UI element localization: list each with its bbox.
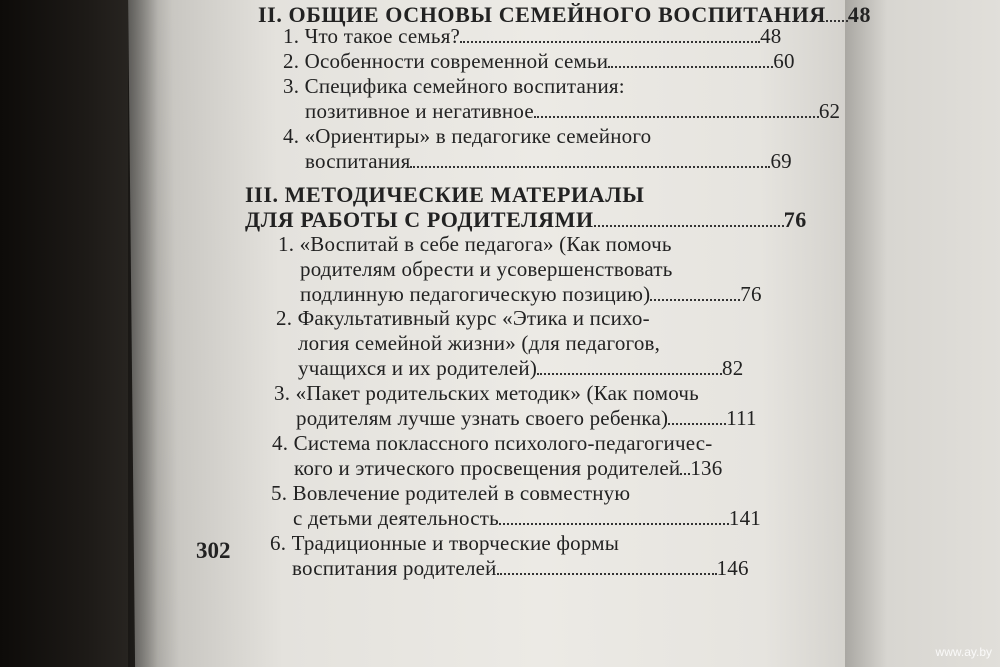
toc-item-3-4: 4. Система поклассного психолого-педагогичес- <box>272 431 713 455</box>
toc-item-3-1: 1. «Воспитай в себе педагога» (Как помочь <box>278 232 672 256</box>
toc-page: 48 <box>847 2 872 27</box>
toc-item-3-5: 5. Вовлечение родителей в совместную <box>271 481 631 505</box>
toc-item-3-5-cont: с детьми деятельность 141 <box>293 506 761 530</box>
toc-item-2-3-cont: позитивное и негативное 62 <box>305 99 841 123</box>
watermark: www.ay.by <box>935 645 992 659</box>
toc-item-3-2: 2. Факультативный курс «Этика и психо- <box>276 306 650 330</box>
toc-item-2-4: 4. «Ориентиры» в педагогике семейного <box>283 124 652 148</box>
toc-item-3-3-cont: родителям лучше узнать своего ребенка) 111 <box>296 406 757 430</box>
toc-item-3-4-cont: кого и этического просвещения родителей 136 <box>294 456 723 480</box>
toc-item-2-2: 2. Особенности современной семьи 60 <box>283 49 795 73</box>
toc-item-2-4-cont: воспитания 69 <box>305 149 792 173</box>
toc-item-3-1-cont1: родителям обрести и усовершенствовать <box>300 257 673 281</box>
toc-heading-text: II. ОБЩИЕ ОСНОВЫ СЕМЕЙНОГО ВОСПИТАНИЯ <box>258 2 826 27</box>
toc-item-2-3: 3. Специфика семейного воспитания: <box>283 74 625 98</box>
toc-item-3-2-cont2: учащихся и их родителей) 82 <box>298 356 744 380</box>
toc-item-3-2-cont1: логия семейной жизни» (для педагогов, <box>298 331 661 355</box>
toc-item-3-1-cont2: подлинную педагогическую позицию) 76 <box>300 282 762 306</box>
toc-item-3-6-cont: воспитания родителей 146 <box>292 556 749 580</box>
toc-item-2-1: 1. Что такое семья? 48 <box>283 24 782 48</box>
toc-heading-3-line2: ДЛЯ РАБОТЫ С РОДИТЕЛЯМИ 76 <box>245 207 807 232</box>
page-number: 302 <box>196 538 231 563</box>
toc-item-3-3: 3. «Пакет родительских методик» (Как помочь <box>274 381 699 405</box>
toc-heading-3-line1: III. МЕТОДИЧЕСКИЕ МАТЕРИАЛЫ <box>245 182 645 207</box>
toc-item-3-6: 6. Традиционные и творческие формы <box>270 531 620 555</box>
